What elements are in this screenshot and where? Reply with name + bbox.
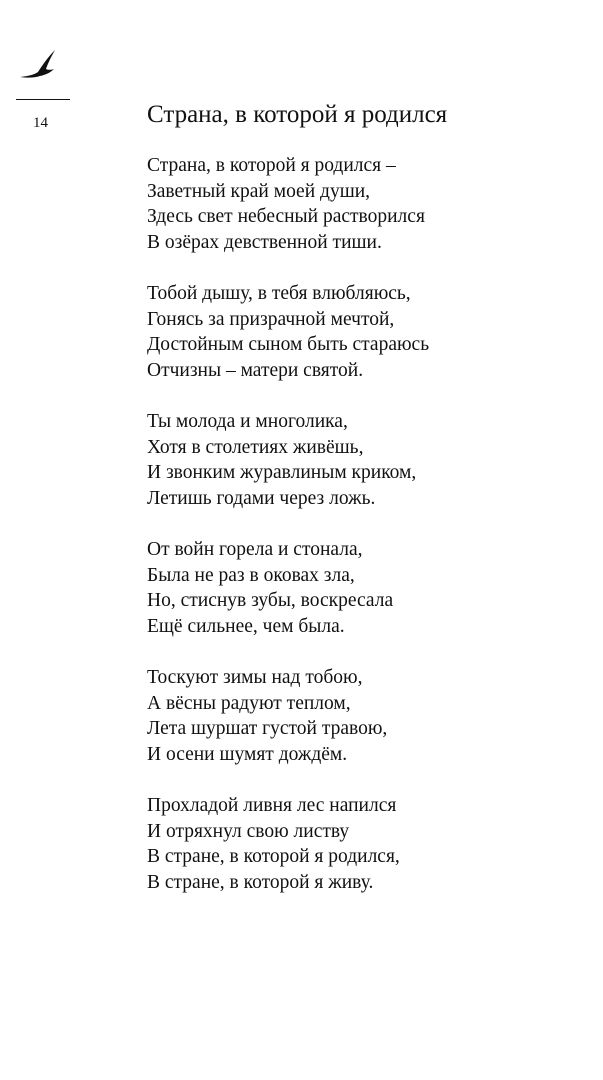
poem-line: И звонким журавлиным криком, (147, 462, 417, 483)
poem-line: Достойным сыном быть стараюсь (147, 334, 430, 355)
poem-line: В озёрах девственной тиши. (147, 231, 382, 253)
poem-line: Лета шуршат густой травою, (147, 718, 388, 739)
stanza (147, 409, 587, 511)
poem-line: Прохладой ливня лес напился (147, 795, 397, 816)
poem-line: Заветный край моей души, (147, 180, 371, 202)
poem-line: А вёсны радуют теплом, (147, 692, 351, 714)
stanza (147, 665, 587, 767)
poem-line: Летишь годами через ложь. (147, 487, 376, 509)
poem-line: Но, стиснув зубы, воскресала (147, 590, 394, 611)
stanza (147, 281, 587, 383)
poem-line: Гонясь за призрачной мечтой, (147, 308, 395, 330)
poem-line: От войн горела и стонала, (147, 539, 363, 560)
poem-line: И осени шумят дождём. (147, 743, 348, 765)
bird-icon (18, 48, 58, 82)
poem-line: Тобой дышу, в тебя влюбляюсь, (147, 283, 411, 304)
page-number: 14 (33, 115, 48, 131)
poem-body (147, 153, 587, 921)
poem-line: В стране, в которой я родился, (147, 846, 400, 867)
poem-line: Отчизны – матери святой. (147, 359, 364, 381)
stanza (147, 793, 587, 895)
poem-line: Страна, в которой я родился – (147, 155, 396, 176)
poem-line: В стране, в которой я живу. (147, 871, 374, 893)
poem-line: Тоскуют зимы над тобою, (147, 667, 363, 688)
poem-line: И отряхнул свою листву (147, 820, 350, 842)
poem-line: Была не раз в оковах зла, (147, 564, 355, 586)
poem-line: Здесь свет небесный растворился (147, 206, 425, 227)
poem-line: Хотя в столетиях живёшь, (147, 436, 364, 458)
stanza (147, 153, 587, 255)
poem-title: Страна, в которой я родился (147, 101, 448, 128)
stanza (147, 537, 587, 639)
poem-line: Ты молода и многолика, (147, 411, 348, 432)
header-rule (16, 99, 70, 100)
poem-line: Ещё сильнее, чем была. (147, 615, 345, 637)
